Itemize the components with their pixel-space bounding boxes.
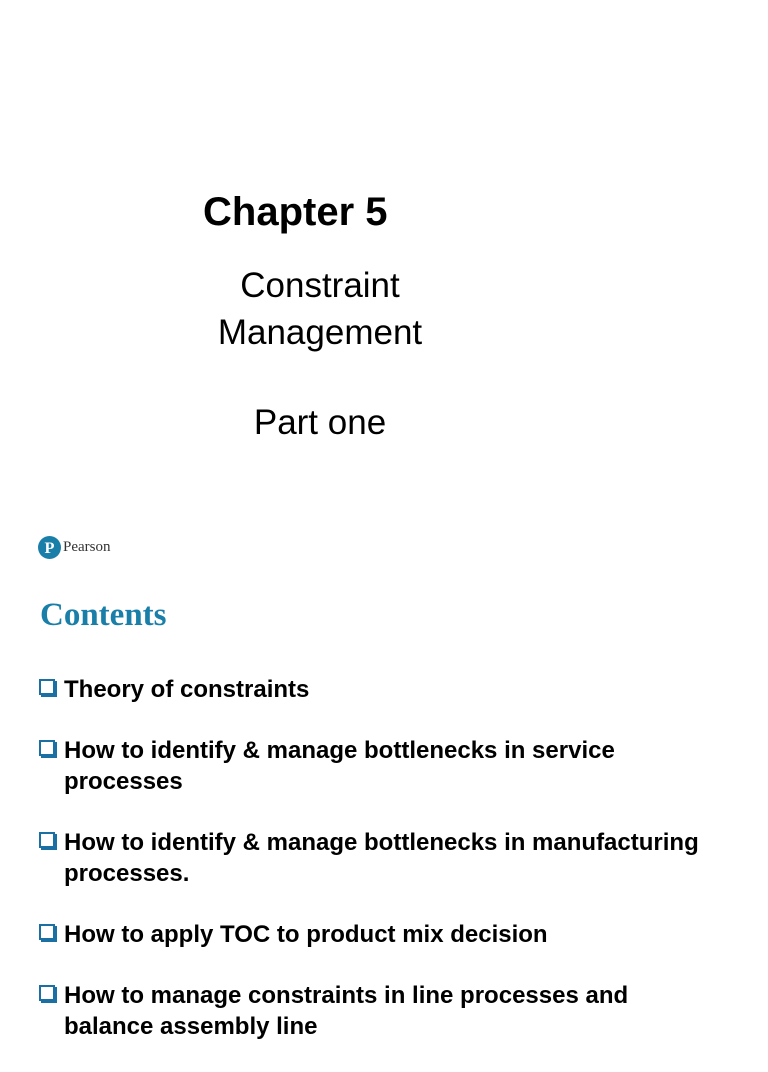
list-item-text: How to identify & manage bottlenecks in manufacturing processes. <box>64 829 699 887</box>
list-item <box>38 735 718 797</box>
list-item-text: How to apply TOC to product mix decision <box>64 921 548 948</box>
pearson-mark-letter: P <box>44 537 55 557</box>
checkbox-bullet-icon <box>39 740 55 756</box>
list-item <box>38 674 718 705</box>
list-item-text: Theory of constraints <box>64 676 310 703</box>
chapter-title: Chapter 5 <box>203 190 388 234</box>
pearson-wordmark: Pearson <box>63 539 111 555</box>
contents-list <box>38 674 718 1072</box>
pearson-logo <box>38 535 111 559</box>
list-item <box>38 919 718 950</box>
checkbox-bullet-icon <box>39 679 55 695</box>
checkbox-bullet-icon <box>39 924 55 940</box>
list-item-text: How to manage constraints in line processes and balance assembly line <box>64 982 629 1040</box>
checkbox-bullet-icon <box>39 832 55 848</box>
chapter-subtitle: Constraint Management <box>217 266 423 352</box>
list-item-text: How to identify & manage bottlenecks in service processes <box>64 737 615 795</box>
checkbox-bullet-icon <box>39 985 55 1001</box>
part-label: Part one <box>253 403 387 442</box>
pearson-mark-icon <box>38 536 61 559</box>
list-item <box>38 980 718 1042</box>
list-item <box>38 827 718 889</box>
contents-heading: Contents <box>40 597 167 633</box>
